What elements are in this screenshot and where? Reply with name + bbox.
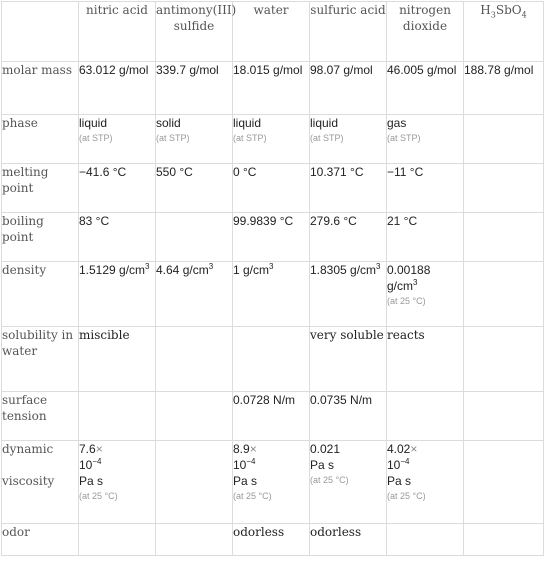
table-cell: 83 °C	[79, 213, 156, 262]
table-cell: 98.07 g/mol	[310, 62, 387, 115]
row-dynamic-viscosity	[2, 441, 544, 524]
row-molar-mass	[2, 62, 544, 115]
mantissa: 8.9	[233, 442, 250, 456]
row-label: surface tension	[2, 392, 79, 441]
cell-note: (at 25 °C)	[387, 491, 426, 501]
table-cell: 0.0735 N/m	[310, 392, 387, 441]
mantissa: 7.6	[79, 442, 96, 456]
cell-value: liquid	[233, 116, 262, 130]
row-label: odor	[2, 524, 79, 556]
row-solubility	[2, 327, 544, 392]
row-label: boiling point	[2, 213, 79, 262]
table-cell: 0.0728 N/m	[233, 392, 310, 441]
cell-value: 0.00188 g/cm	[387, 263, 431, 293]
properties-table	[1, 1, 544, 556]
table-cell	[387, 392, 464, 441]
table-cell: 18.015 g/mol	[233, 62, 310, 115]
exponent-base: 10	[233, 458, 247, 472]
table-cell: 63.012 g/mol	[79, 62, 156, 115]
cell-note: (at 25 °C)	[79, 491, 118, 501]
column-header-nitrogen-dioxide: nitrogen dioxide	[387, 2, 464, 62]
table-cell: odorless	[233, 524, 310, 556]
table-cell	[156, 213, 233, 262]
cell-note: (at STP)	[387, 133, 421, 143]
table-cell: 21 °C	[387, 213, 464, 262]
cell-note: (at STP)	[310, 133, 344, 143]
table-cell	[464, 392, 544, 441]
times-sign: ×	[249, 442, 257, 456]
table-cell	[233, 327, 310, 392]
table-cell	[156, 115, 233, 164]
cell-value: liquid	[79, 116, 108, 130]
row-label: density	[2, 262, 79, 327]
cell-value: 1 g/cm	[233, 263, 270, 277]
table-cell	[156, 441, 233, 524]
table-cell	[464, 524, 544, 556]
table-cell	[310, 115, 387, 164]
table-cell	[464, 327, 544, 392]
table-cell: odorless	[310, 524, 387, 556]
table-cell	[387, 262, 464, 327]
unit: Pa s	[79, 474, 104, 488]
unit-exponent: 3	[376, 262, 381, 271]
exponent: −4	[92, 457, 102, 466]
cell-note: (at 25 °C)	[387, 296, 426, 306]
unit-exponent: 3	[208, 262, 214, 271]
table-cell	[464, 262, 544, 327]
cell-note: (at STP)	[233, 133, 267, 143]
column-header-water: water	[233, 2, 310, 62]
exponent: −4	[400, 457, 410, 466]
table-cell	[464, 213, 544, 262]
unit-exponent: 3	[145, 262, 150, 271]
table-cell: miscible	[79, 327, 156, 392]
unit: Pa s	[233, 474, 258, 488]
table-cell	[233, 115, 310, 164]
table-cell	[310, 262, 387, 327]
table-cell	[156, 392, 233, 441]
table-cell	[79, 262, 156, 327]
row-boiling-point	[2, 213, 544, 262]
table-cell: 0 °C	[233, 164, 310, 213]
table-cell	[233, 262, 310, 327]
table-cell: reacts	[387, 327, 464, 392]
table-cell	[464, 115, 544, 164]
table-cell: 279.6 °C	[310, 213, 387, 262]
column-header-h3sbo4: $H_3SbO_4$	[464, 2, 544, 62]
cell-note: (at 25 °C)	[310, 475, 349, 485]
table-cell: 339.7 g/mol	[156, 62, 233, 115]
exponent-base: 10	[79, 458, 93, 472]
row-odor	[2, 524, 544, 556]
cell-value: 4.64 g/cm	[156, 263, 209, 277]
row-label-line: dynamic	[2, 442, 54, 456]
exponent-base: 10	[387, 458, 401, 472]
row-melting-point	[2, 164, 544, 213]
row-surface-tension	[2, 392, 544, 441]
table-cell: very soluble	[310, 327, 387, 392]
times-sign: ×	[95, 442, 103, 456]
table-cell	[156, 524, 233, 556]
table-cell	[79, 392, 156, 441]
column-header-sulfuric-acid: sulfuric acid	[310, 2, 387, 62]
unit-exponent: 3	[413, 278, 418, 287]
table-cell	[79, 441, 156, 524]
column-header-antimony-sulfide: antimony(III) sulfide	[156, 2, 233, 62]
exponent: −4	[246, 457, 256, 466]
table-cell	[79, 115, 156, 164]
column-header-nitric-acid: nitric acid	[79, 2, 156, 62]
table-cell: −41.6 °C	[79, 164, 156, 213]
table-cell	[310, 441, 387, 524]
table-cell	[464, 441, 544, 524]
cell-value: 1.8305 g/cm	[310, 263, 377, 277]
mantissa: 4.02	[387, 442, 411, 456]
cell-note: (at 25 °C)	[233, 491, 272, 501]
cell-note: (at STP)	[156, 133, 190, 143]
table-cell	[387, 115, 464, 164]
corner-cell	[2, 2, 79, 62]
table-cell: −11 °C	[387, 164, 464, 213]
table-cell	[387, 441, 464, 524]
table-cell	[156, 327, 233, 392]
table-cell: 99.9839 °C	[233, 213, 310, 262]
cell-value: 1.5129 g/cm	[79, 263, 146, 277]
row-label-line: viscosity	[2, 474, 55, 488]
row-phase	[2, 115, 544, 164]
cell-note: (at STP)	[79, 133, 113, 143]
table-cell: 46.005 g/mol	[387, 62, 464, 115]
table-cell	[233, 441, 310, 524]
row-label	[2, 441, 79, 524]
times-sign: ×	[410, 442, 418, 456]
table-cell	[387, 524, 464, 556]
cell-value: liquid	[310, 116, 339, 130]
row-label: melting point	[2, 164, 79, 213]
unit: Pa s	[387, 474, 412, 488]
unit: Pa s	[310, 458, 335, 472]
row-label: phase	[2, 115, 79, 164]
cell-value: 0.021	[310, 442, 341, 456]
row-density	[2, 262, 544, 327]
table-cell: 550 °C	[156, 164, 233, 213]
header-row	[2, 2, 544, 62]
cell-value: solid	[156, 116, 181, 130]
row-label: molar mass	[2, 62, 79, 115]
table-cell: 10.371 °C	[310, 164, 387, 213]
table-cell: 188.78 g/mol	[464, 62, 544, 115]
cell-value: gas	[387, 116, 407, 130]
table-cell	[464, 164, 544, 213]
table-cell	[79, 524, 156, 556]
unit-exponent: 3	[269, 262, 274, 271]
row-label: solubility in water	[2, 327, 79, 392]
table-cell	[156, 262, 233, 327]
